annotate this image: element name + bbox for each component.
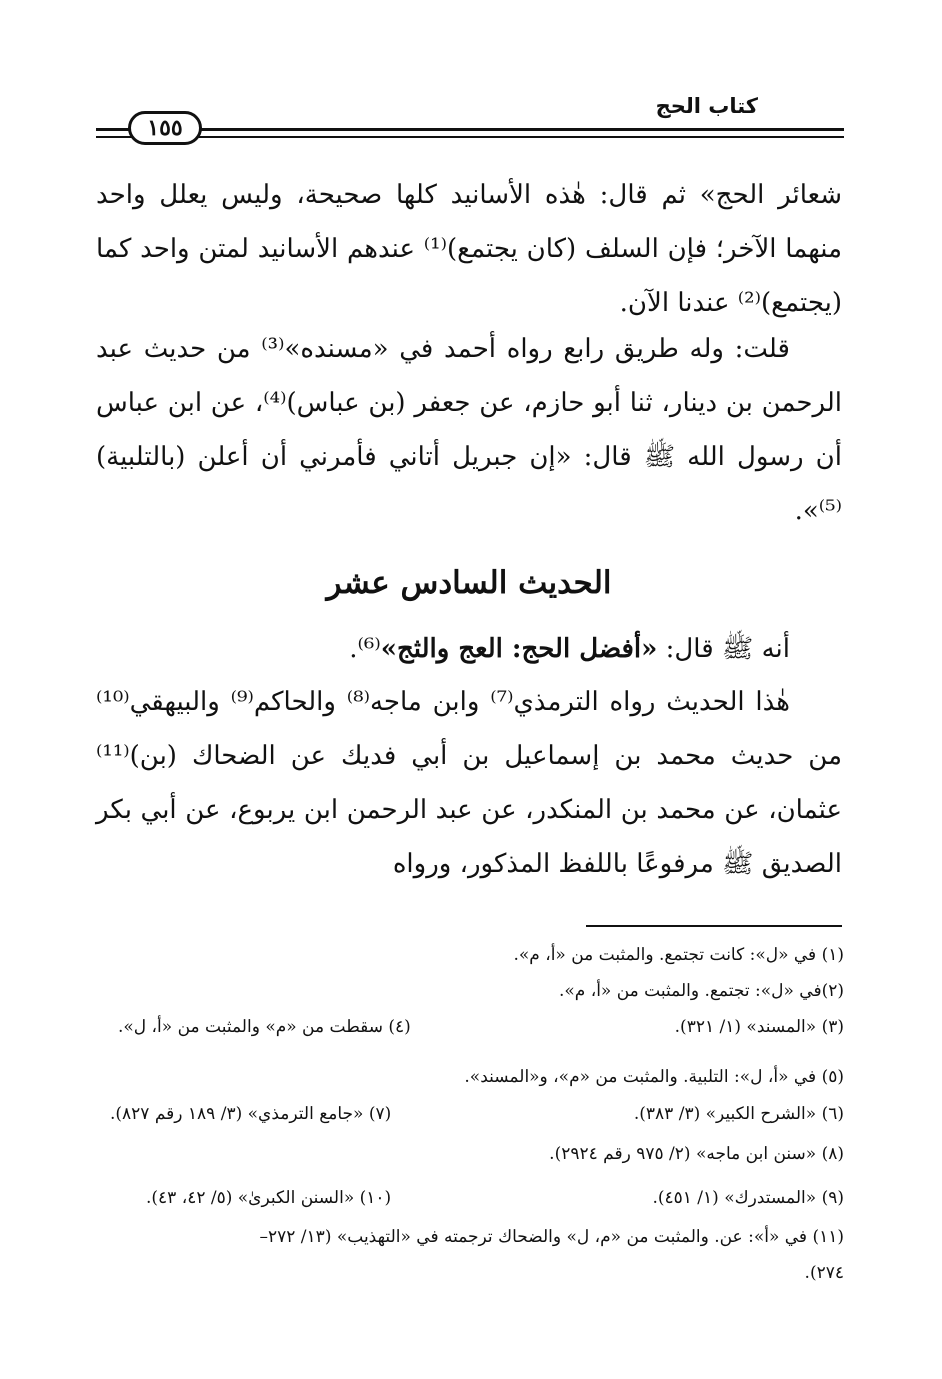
section-heading: الحديث السادس عشر	[326, 565, 612, 601]
footnote-4: (٤) سقطت من «م» والمثبت من «أ، ل».	[118, 1017, 411, 1037]
paragraph-hadith-text	[96, 622, 842, 676]
footnote-11: (١١) في «أ»: عن. والمثبت من «م، ل» والضحاك ترجمته في «التهذيب» (١٣/ ٢٧٢–	[259, 1227, 844, 1247]
footnote-8: (٨) «سنن ابن ماجه» (٢/ ٩٧٥ رقم ٢٩٢٤).	[549, 1144, 844, 1164]
paragraph-1: شعائر الحج» ثم قال: هٰذه الأسانيد كلها صحيحة، وليس يعلل واحد منهما الآخر؛ فإن السلف (كان يجتمع)⁽¹⁾ عندهم الأسانيد لمتن واحد كما (يجتمع)⁽²⁾ عندنا الآن.	[96, 180, 843, 318]
footnote-3: (٣) «المسند» (١/ ٣٢١).	[674, 1017, 844, 1037]
page-number: ١٥٥	[128, 111, 202, 145]
header-rule-thick	[96, 128, 844, 131]
running-head-title: كتاب الحج	[655, 94, 758, 118]
paragraph-2: قلت: وله طريق رابع رواه أحمد في «مسنده»⁽³⁾ من حديث عبد الرحمن بن دينار، ثنا أبو حازم، عن جعفر (بن عباس)⁽⁴⁾، عن ابن عباس أن رسول الله ﷺ قال: «إن جبريل أتاني فأمرني أن أعلن (بالتلبية)⁽⁵⁾».	[96, 334, 842, 526]
footnote-separator	[586, 925, 842, 927]
hadith-quote: «أفضل الحج: العج والثج»	[380, 634, 658, 664]
footnote-9: (٩) «المستدرك» (١/ ٤٥١).	[652, 1188, 844, 1208]
footnote-7: (٧) «جامع الترمذي» (٣/ ١٨٩ رقم ٨٢٧).	[110, 1104, 392, 1124]
paragraph-takhrij: هٰذا الحديث رواه الترمذي⁽⁷⁾ وابن ماجه⁽⁸⁾ والحاكم⁽⁹⁾ والبيهقي⁽¹⁰⁾ من حديث محمد بن إسماعيل بن أبي فديك عن الضحاك (بن)⁽¹¹⁾ عثمان، عن محمد بن المنكدر، عن عبد الرحمن ابن يربوع، عن أبي بكر الصديق ﷺ مرفوعًا باللفظ المذكور، ورواه	[96, 687, 842, 879]
footnote-6: (٦) «الشرح الكبير» (٣/ ٣٨٣).	[633, 1104, 844, 1124]
footnote-1: (١) في «ل»: كانت تجتمع. والمثبت من «أ، م».	[513, 945, 844, 965]
footnote-11-continuation: ٢٧٤).	[804, 1263, 844, 1283]
hadith-intro: أنه ﷺ قال:	[657, 634, 790, 664]
hadith-footnote-ref: ⁽⁶⁾.	[349, 634, 381, 664]
footnote-2: (٢)في «ل»: تجتمع. والمثبت من «أ، م».	[558, 981, 844, 1001]
footnote-5: (٥) في «أ، ل»: التلبية. والمثبت من «م»، و«المسند».	[464, 1067, 844, 1087]
footnote-10: (١٠) «السنن الكبرىٰ» (٥/ ٤٢، ٤٣).	[146, 1188, 392, 1208]
header-rule-thin	[96, 136, 844, 138]
